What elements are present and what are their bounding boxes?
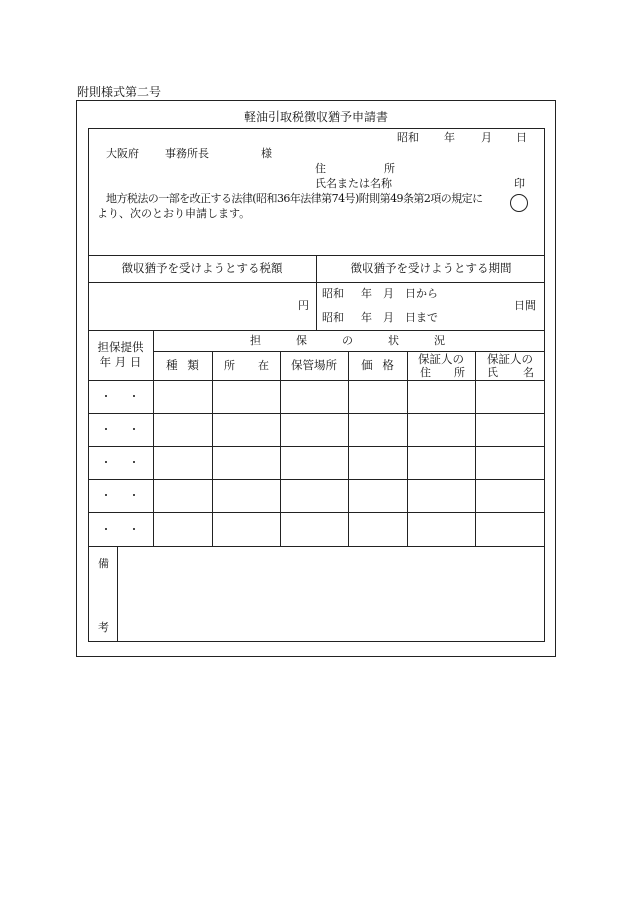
col-header-location-2: 在	[258, 359, 269, 372]
col-line-storage	[348, 351, 349, 546]
col-header-location-1: 所	[224, 359, 235, 372]
collateral-date-header-1: 担保提供	[97, 340, 144, 354]
col-header-price: 価 格	[361, 358, 394, 372]
period-from-year: 年	[361, 287, 372, 300]
form-title: 軽油引取税徴収猶予申請書	[243, 110, 388, 124]
status-title-char-4: 状	[388, 334, 399, 347]
date-year: 年	[444, 131, 455, 144]
col-header-guarantor-address-2b: 所	[454, 366, 465, 379]
addressee-prefecture: 大阪府	[106, 147, 139, 160]
col-header-guarantor-address-2a: 住	[420, 366, 431, 379]
row-1-date-dots: ・ ・	[100, 390, 140, 403]
status-title-char-2: 保	[296, 334, 307, 347]
form-number: 附則様式第二号	[77, 85, 162, 99]
row-3-date-dots: ・ ・	[100, 456, 140, 469]
row-line-3	[88, 479, 545, 480]
date-month: 月	[481, 131, 492, 144]
seal-circle-icon	[510, 194, 528, 212]
col-header-guarantor-name-2a: 氏	[487, 366, 498, 379]
collateral-date-header-2: 年 月 日	[99, 355, 142, 369]
body-text-line-2: より、次のとおり申請します。	[97, 207, 251, 220]
remarks-field[interactable]	[118, 547, 544, 641]
date-day: 日	[516, 131, 527, 144]
col-line-location	[280, 351, 281, 546]
applicant-address-label-1: 住	[315, 162, 326, 175]
divider-columns	[88, 380, 545, 381]
row-line-1	[88, 413, 545, 414]
applicant-name-label: 氏名または名称	[315, 177, 392, 190]
row-4-date-dots: ・ ・	[100, 489, 140, 502]
col-header-type: 種 類	[166, 358, 199, 372]
period-to-month: 月	[383, 311, 394, 324]
col-header-guarantor-name-2b: 名	[523, 366, 534, 379]
row-5-date-dots: ・ ・	[100, 523, 140, 536]
remarks-label-1: 備	[98, 557, 109, 570]
date-era: 昭和	[397, 131, 419, 144]
col-header-guarantor-address-1: 保証人の	[418, 352, 464, 366]
applicant-address-label-2: 所	[384, 162, 395, 175]
col-header-storage: 保管場所	[291, 358, 337, 372]
amount-header: 徴収猶予を受けようとする税額	[121, 261, 283, 275]
period-to-year: 年	[361, 311, 372, 324]
remarks-label-2: 考	[98, 621, 109, 634]
period-days: 日間	[514, 299, 536, 312]
row-line-2	[88, 446, 545, 447]
col-line-type	[212, 351, 213, 546]
amount-unit: 円	[298, 299, 309, 312]
col-line-guarantor	[475, 351, 476, 546]
period-from-era: 昭和	[322, 287, 344, 300]
status-title-char-5: 況	[434, 334, 445, 347]
body-text-line-1: 地方税法の一部を改正する法律(昭和36年法律第74号)附則第49条第2項の規定に	[106, 192, 483, 205]
row-line-4	[88, 512, 545, 513]
period-from-month: 月	[383, 287, 394, 300]
applicant-seal-label: 印	[514, 177, 525, 190]
row-2-date-dots: ・ ・	[100, 423, 140, 436]
addressee-honorific: 様	[261, 147, 272, 160]
status-title-char-3: の	[342, 334, 353, 347]
col-header-guarantor-name-1: 保証人の	[487, 352, 533, 366]
divider-amount	[88, 330, 545, 331]
col-line-price	[407, 351, 408, 546]
period-header: 徴収猶予を受けようとする期間	[350, 261, 512, 275]
status-title-char-1: 担	[250, 334, 261, 347]
period-to-era: 昭和	[322, 311, 344, 324]
addressee-office-head: 事務所長	[165, 147, 209, 160]
period-from-suffix: 日から	[405, 287, 438, 300]
period-to-suffix: 日まで	[405, 311, 438, 324]
